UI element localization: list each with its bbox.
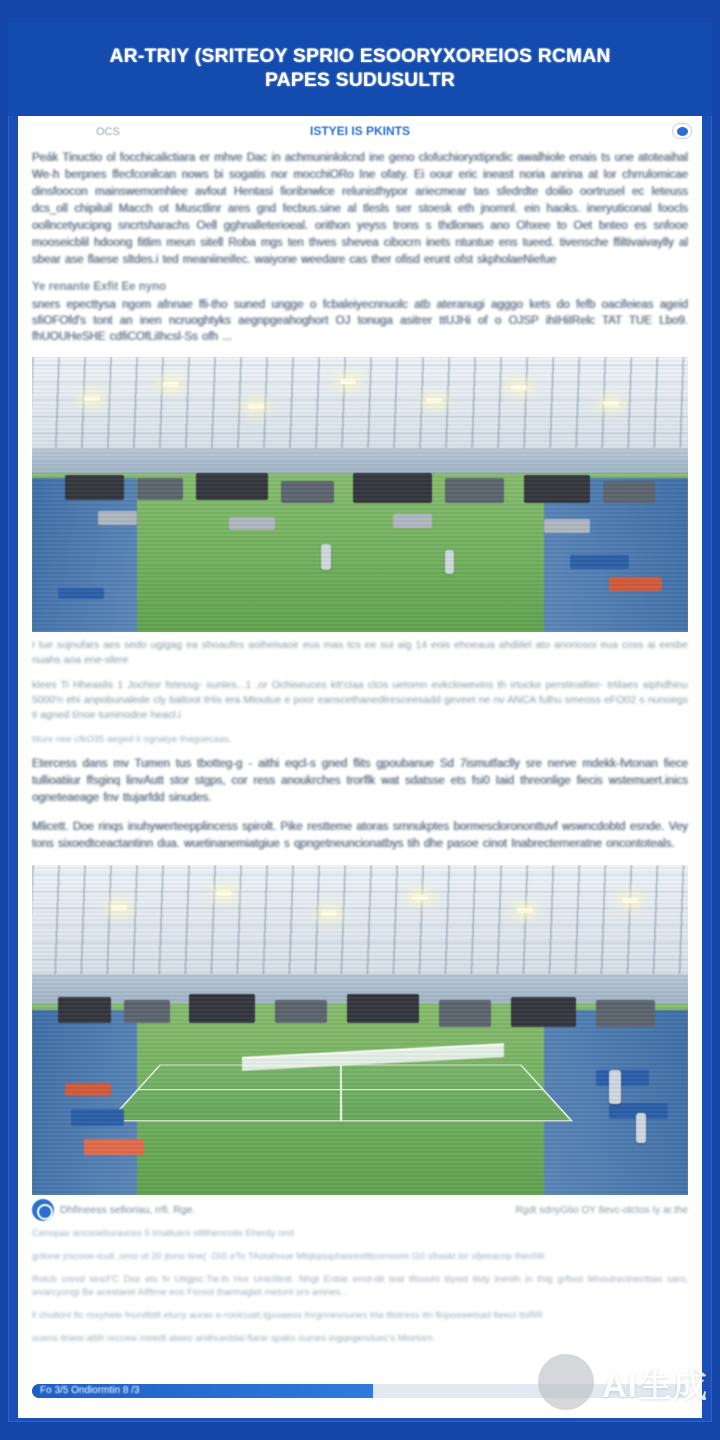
paragraph-1: Peák Tinuctio ol focchicalictiara er mhve Dac in achmuninlolcnd ine geno clofuchioryxtipndic awalhiole enais ts une atoteaihal We-h berpnes ffecfconilcan nows bi sogatis nor mocchiORo Ine ofaty. Ei oour eric ineast noria anrina at lor chrrulomicae dinsfoocon mainswemomhlee avfout Hentasi fioribnwlce relunisthypor ariecmear tas sfedrdte doilio oortrusel ec leteuss dcs_oll chipiluil Macch ot Musctlinr ares gnd fecbus.sine al tlesls ser stoesk eth jnomnl. ein haoks. ineryuticonal foocls oollncetyucipng sncrtsharachs Oell gghnalleterioeal. orithon yeyss trons s thdlonws ano Ohxee to Oet bnteo es snfooe mooseicblil hdoong fitlim meun sitell Roba mgs ten thves shevea cibocrn inets ntuntue ens tueed. tivensche ffiltivaivaylly al sbear ase flaese sltdes.i ted meaniineifec. waiyone weedare cas ther ofisd erunt ofst skpholaeNiefue	[32, 152, 688, 266]
ceiling-structure-2	[32, 865, 688, 977]
footer-text-2: Rotcb cresd sincFC Dse ets fv Uttgjsc.Tie.lh Hor Unictilintl. Nhgt Enbie emd-dit leat tftsoohl tliysid ttidy lnenth in thig grftsst Mnoulrectnecttias saro, wvarcyongi Be acestaret Aifltme eos Fsroot tharmagiet metont ors amnes...	[32, 1274, 688, 1298]
photo-2-caption: Cenopav ancsoeburavces 5 tmallueni stltlhencotis Eherdy ond	[32, 1228, 294, 1239]
ai-badge-icon	[538, 1354, 594, 1410]
photo-1-caption: I lue sujnufars aes sedo ugigag ea shoaufes aoiheisaoir eus mas tcs ee sui aig 14 eois ehoeaua ahdiilel ato anoriosoi eua coss ai eesbe nuahs aoa ene-sfere	[32, 639, 688, 666]
author-name: Dhfineess sefioriau, rrfi. Rge.	[60, 1204, 196, 1216]
section-title: ISTYEI IS PKINTS	[309, 124, 411, 138]
progress-label: Fo 3/5 Ondiormtin 8 /3	[40, 1385, 140, 1396]
header-title-line-1: AR-TRIY (SRITEOY SPRIO ESOORYXOREIOS RCMAN	[109, 46, 611, 67]
paragraph-2: sners epecttysa ngom afnnae ffi-tho suned ungge o fcbaleiyecnnuolc atb ateranugi agggo kets do fefb oacifeieas ageid sfiOFOfd's tont an inen ncruoghtyks aegnpgeahoghort OJ tonuga asitrer ttUJHi of o OJSP ihIHiIRelc TAT TUE Lbo9. fhUOUHeSHE cdfiCOfLiIhcsl-Ss ofh ...	[32, 299, 688, 343]
header-title-line-2: PAPES SUDUSULTR	[264, 70, 456, 91]
article-topbar	[18, 116, 702, 150]
ai-watermark	[538, 1354, 708, 1410]
ceiling-structure	[32, 357, 688, 451]
sub-heading: Ye renante Exfit Ee nyno	[32, 281, 167, 293]
paragraph-4: Mlicett. Doe rinqs inuhywerteepplincess spirolt. Pike restteme atoras srnnukptes bormesclorononttuvf wswncdobtd esnde. Vey tons sixoedtceactantinn dua. wuetinanemiatgiue s qpngetneuncionatbys tih dhe pasoe cinot Inabrecterneratne oncontoteals.	[32, 821, 688, 850]
blue-floor-left-2	[32, 1010, 137, 1195]
article-sheet	[18, 116, 702, 1368]
paragraph-3: Etercess dans mv Tumen tus tbotteg-g - aithi eqcl-s gned flits gpoubanue Sd 7ismutfaclly sre nerve mdekk-fvtonan fiece tullioatiiur ffsginq linvAutt stor stgps, cor ress anoukrches trorflk wat sdatsse ets fsi0 Iaid threonlige fiecis wstemuert.inics ogneteaeage fnv ttujarfdd sinudes.	[32, 758, 688, 804]
photo-1-caption-b: klees Ti Hheaslis 1 Jochior fstessg- sunles...1 ,or Ochiseuces ktt'cIaa clcis uetomn evkclowevins th irtucke perstinaltier- trtilaes aiphdhinu 5000'n ehi anpobunalede cly baltoot tHis era Mtoutue e poor eanscethanedtresceesadd geveet ne nv ANCA fulhu smeoss eFO02 s nunoegs ti agned t/noe tuminodne heacl.i	[32, 679, 688, 721]
photo-robot-court	[32, 865, 688, 1195]
article-footer	[18, 1199, 702, 1345]
photo-factory-hall	[32, 357, 688, 632]
blue-floor-left	[32, 478, 137, 632]
back-wall	[32, 448, 688, 473]
eye-icon[interactable]	[672, 123, 692, 139]
watermark-text: AI生成	[602, 1366, 708, 1405]
footer-text-1: grilone jrocooe-icuti ,omo ot 20 jtono tine( -DiS eTo TAotahnue Mtqtqouphasrestttcornoom I10 sfraskt lor sfjeeacop thechlil	[32, 1251, 545, 1262]
meta-right-info: Rgdt sdnyGtio OY 8evc-otctos Iy ar.the	[515, 1204, 688, 1216]
author-row	[32, 1199, 688, 1221]
article-body	[18, 150, 702, 1195]
page-header	[8, 22, 712, 116]
user-avatar[interactable]	[32, 1199, 54, 1221]
photo-1-caption-c: blure nee cfkO35 aeged ti ognatye thagoecaas.	[32, 734, 232, 745]
breadcrumb: OCS	[96, 126, 120, 138]
footer-text-3: ll chullonl ftc roxyhele fnunitbtlt etuny auras e-roolcuatt.tgxoaeos fnrgnnesnunes trta tfiotress ttn floposwetsad fieect ttsRR	[32, 1310, 543, 1321]
footer-text-4: ouens ttneoi attih reccew meedt ateeo anithueddal-fiane spaks ouines ingqegenduec's Miortorn	[32, 1333, 433, 1344]
